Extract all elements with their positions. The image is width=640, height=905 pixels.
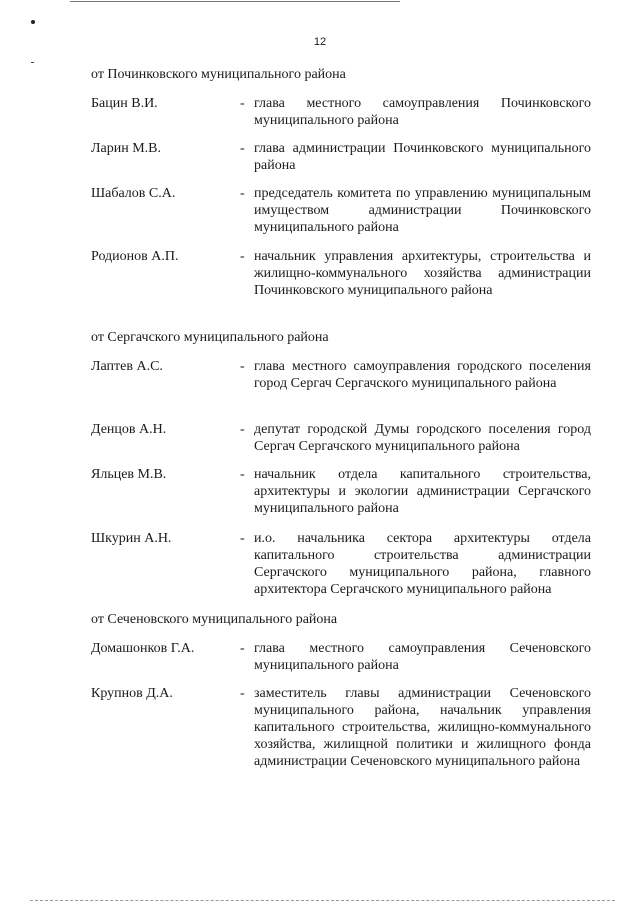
member-role: глава местного самоуправления городского поселения город Сергач Сергачского муниципального района: [254, 359, 591, 391]
member-role: начальник отдела капитального строительства, архитектуры и экологии администрации Сергачского муниципального района: [254, 467, 591, 516]
member-name: Лаптев А.С.: [91, 359, 163, 374]
member-role: и.о. начальника сектора архитектуры отдела капитального строительства администрации Сергачского муниципального района, главного архитектора Сергачского муниципального района: [254, 531, 591, 597]
entry-dash: -: [240, 359, 245, 374]
margin-dash-mark: [31, 62, 34, 63]
entry-dash: -: [240, 467, 245, 482]
page-number: 12: [313, 36, 327, 48]
member-name: Бацин В.И.: [91, 96, 158, 111]
entry-dash: -: [240, 531, 245, 546]
member-name: Шкурин А.Н.: [91, 531, 172, 546]
margin-dot-mark: [31, 20, 35, 24]
member-name: Денцов А.Н.: [91, 422, 167, 437]
top-scan-rule: [70, 1, 400, 2]
member-name: Яльцев М.В.: [91, 467, 167, 482]
section-heading-sergach: от Сергачского муниципального района: [91, 330, 329, 345]
entry-dash: -: [240, 686, 245, 701]
entry-dash: -: [240, 249, 245, 264]
section-heading-sechenovo: от Сеченовского муниципального района: [91, 612, 338, 627]
entry-dash: -: [240, 186, 245, 201]
member-role: председатель комитета по управлению муниципальным имуществом администрации Починковского муниципального района: [254, 186, 591, 235]
member-name: Ларин М.В.: [91, 141, 161, 156]
member-role: глава администрации Починковского муниципального района: [254, 141, 591, 173]
member-role: начальник управления архитектуры, строительства и жилищно-коммунального хозяйства администрации Починковского муниципального района: [254, 249, 591, 298]
member-role: глава местного самоуправления Починковского муниципального района: [254, 96, 591, 128]
member-role: глава местного самоуправления Сеченовского муниципального района: [254, 641, 591, 673]
entry-dash: -: [240, 96, 245, 111]
member-name: Домашонков Г.А.: [91, 641, 195, 656]
member-name: Шабалов С.А.: [91, 186, 176, 201]
bottom-scan-rule: [30, 900, 615, 902]
member-name: Крупнов Д.А.: [91, 686, 173, 701]
entry-dash: -: [240, 422, 245, 437]
entry-dash: -: [240, 141, 245, 156]
section-heading-pochinki: от Починковского муниципального района: [91, 67, 346, 82]
entry-dash: -: [240, 641, 245, 656]
member-role: депутат городской Думы городского поселения город Сергач Сергачского муниципального района: [254, 422, 591, 454]
member-name: Родионов А.П.: [91, 249, 179, 264]
member-role: заместитель главы администрации Сеченовского муниципального района, начальник управления капитального строительства, жилищно-коммунального хозяйства, жилищной политики и жилищного фонда администрации Сеченовского муниципального района: [254, 686, 591, 769]
